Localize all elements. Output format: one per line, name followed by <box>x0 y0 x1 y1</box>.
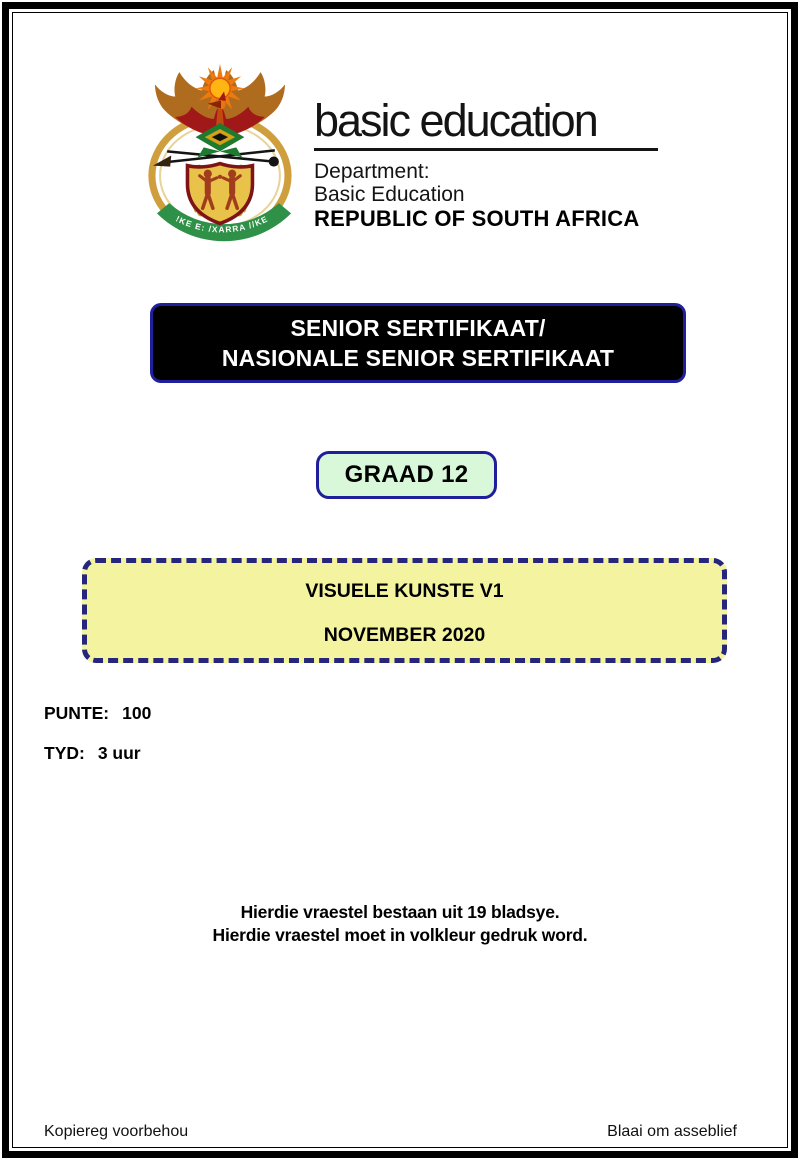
department-label: Department: <box>314 159 430 183</box>
paper-notice <box>0 901 800 946</box>
notice-line1: Hierdie vraestel bestaan uit 19 bladsye. <box>240 902 560 922</box>
page-footer <box>44 1123 737 1141</box>
marks-row <box>44 703 151 724</box>
south-african-coat-of-arms-icon <box>142 62 302 257</box>
grade-badge-label: GRAAD 12 <box>344 461 469 488</box>
country-name: REPUBLIC OF SOUTH AFRICA <box>314 205 640 231</box>
coat-motto-text: !KE E: /XARRA //KE <box>174 213 270 235</box>
certificate-banner <box>150 303 686 383</box>
certificate-banner-line1: SENIOR SERTIFIKAAT/ <box>290 315 546 341</box>
subject-title: VISUELE KUNSTE V1 <box>305 580 504 602</box>
certificate-banner-line2: NASIONALE SENIOR SERTIFIKAAT <box>221 345 615 371</box>
marks-value: 100 <box>122 703 152 723</box>
brand-underline <box>314 148 658 151</box>
coat-shield <box>187 164 252 224</box>
department-wordmark-block <box>314 62 658 257</box>
marks-label: PUNTE: <box>44 703 110 723</box>
grade-badge <box>316 451 497 499</box>
brand-wordmark: basic education <box>314 95 597 146</box>
subject-session: NOVEMBER 2020 <box>323 624 486 646</box>
turn-over-note: Blaai om asseblief <box>607 1123 737 1140</box>
time-value: 3 uur <box>97 743 141 763</box>
subject-box <box>82 558 727 663</box>
time-row <box>44 743 141 764</box>
department-name: Basic Education <box>314 183 465 206</box>
copyright-note: Kopiereg voorbehou <box>44 1123 189 1140</box>
notice-line2: Hierdie vraestel moet in volkleur gedruk word. <box>212 924 588 945</box>
department-header <box>142 62 658 257</box>
time-label: TYD: <box>44 743 85 763</box>
